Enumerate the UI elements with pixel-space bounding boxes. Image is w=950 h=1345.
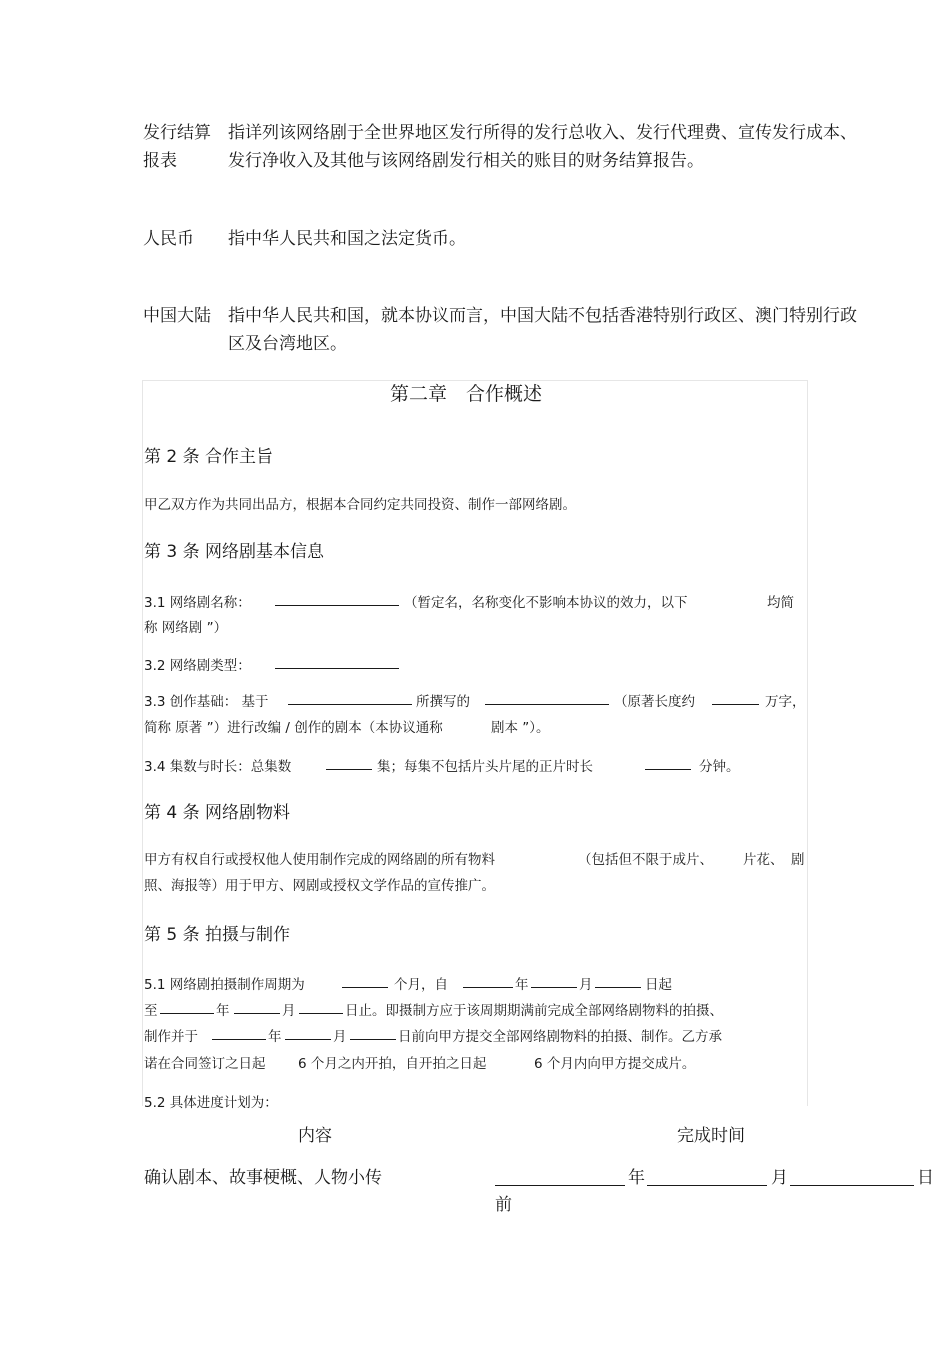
schedule-time-unit: 年 xyxy=(628,1168,645,1188)
chapter-frame xyxy=(142,380,808,1106)
clause-text: 月 xyxy=(282,1003,296,1019)
article-text: （包括但不限于成片、 xyxy=(578,852,713,868)
clause-text: 年 xyxy=(216,1003,230,1019)
clause-text: 集；每集不包括片头片尾的正片时长 xyxy=(377,759,593,775)
clause-text: 年 xyxy=(515,977,529,993)
fill-blank xyxy=(645,755,691,770)
fill-blank xyxy=(790,1168,914,1186)
clause-text: 6 个月之内开拍，自开拍之日起 xyxy=(298,1056,487,1072)
fill-blank xyxy=(647,1168,767,1186)
fill-blank xyxy=(288,690,412,705)
article-heading: 第 2 条 合作主旨 xyxy=(144,447,274,467)
definition-text: 指详列该网络剧于全世界地区发行所得的发行总收入、发行代理费、宣传发行成本、 xyxy=(228,123,857,143)
article-text: 甲方有权自行或授权他人使用制作完成的网络剧的所有物料 xyxy=(144,852,495,868)
definition-text: 区及台湾地区。 xyxy=(228,334,347,354)
clause-text: 万字， xyxy=(765,694,806,710)
definition-text: 发行净收入及其他与该网络剧发行相关的账目的财务结算报告。 xyxy=(228,151,704,171)
article-heading: 第 4 条 网络剧物料 xyxy=(144,803,291,823)
clause-text: 年 xyxy=(268,1029,282,1045)
fill-blank xyxy=(234,999,280,1014)
definition-text: 指中华人民共和国，就本协议而言，中国大陆不包括香港特别行政区、澳门特别行政 xyxy=(228,306,857,326)
article-text: 甲乙双方作为共同出品方，根据本合同约定共同投资、制作一部网络剧。 xyxy=(144,497,576,513)
definition-text: 指中华人民共和国之法定货币。 xyxy=(228,229,466,249)
clause-text: 制作并于 xyxy=(144,1029,198,1045)
article-text: 片花、 xyxy=(743,852,784,868)
schedule-time-unit: 月 xyxy=(771,1168,788,1188)
clause-label: 3.2 网络剧类型： xyxy=(144,658,251,674)
schedule-content: 确认剧本、故事梗概、人物小传 xyxy=(144,1168,382,1188)
clause-text: 诺在合同签订之日起 xyxy=(144,1056,266,1072)
fill-blank xyxy=(463,973,513,988)
schedule-column-header: 完成时间 xyxy=(677,1126,745,1146)
clause-label: 5.2 具体进度计划为： xyxy=(144,1095,278,1111)
fill-blank xyxy=(275,654,399,669)
article-heading: 第 3 条 网络剧基本信息 xyxy=(144,542,325,562)
clause-label: 3.4 集数与时长：总集数 xyxy=(144,759,292,775)
clause-text: 至 xyxy=(144,1003,158,1019)
clause-label: 5.1 网络剧拍摄制作周期为 xyxy=(144,977,305,993)
fill-blank xyxy=(595,973,641,988)
schedule-column-header: 内容 xyxy=(298,1126,332,1146)
fill-blank xyxy=(212,1025,266,1040)
clause-label: 3.3 创作基础： 基于 xyxy=(144,694,269,710)
clause-text: 简称 原著 ”）进行改编 / 创作的剧本（本协议通称 xyxy=(144,720,443,736)
fill-blank xyxy=(342,973,388,988)
definition-term: 中国大陆 xyxy=(143,306,211,326)
definition-term: 人民币 xyxy=(143,229,194,249)
clause-text: 个月，自 xyxy=(394,977,448,993)
fill-blank xyxy=(275,591,399,606)
fill-blank xyxy=(485,690,609,705)
article-text: 照、海报等）用于甲方、网剧或授权文学作品的宣传推广。 xyxy=(144,878,495,894)
fill-blank xyxy=(160,999,214,1014)
fill-blank xyxy=(326,755,372,770)
clause-text: 6 个月内向甲方提交成片。 xyxy=(534,1056,696,1072)
article-heading: 第 5 条 拍摄与制作 xyxy=(144,925,291,945)
clause-text: 月 xyxy=(579,977,593,993)
article-text: 剧 xyxy=(791,852,805,868)
fill-blank xyxy=(712,690,759,705)
clause-text: （暂定名，名称变化不影响本协议的效力，以下 xyxy=(404,595,688,611)
chapter-title: 第二章 合作概述 xyxy=(390,383,543,405)
definition-term: 发行结算 xyxy=(143,123,211,143)
clause-text: 日前向甲方提交全部网络剧物料的拍摄、制作。乙方承 xyxy=(398,1029,722,1045)
clause-text: 分钟。 xyxy=(699,759,740,775)
clause-label: 3.1 网络剧名称： xyxy=(144,595,251,611)
schedule-time-unit: 前 xyxy=(495,1195,512,1215)
clause-text: 日起 xyxy=(645,977,672,993)
clause-text: 日止。即摄制方应于该周期期满前完成全部网络剧物料的拍摄、 xyxy=(345,1003,723,1019)
fill-blank xyxy=(285,1025,331,1040)
fill-blank xyxy=(350,1025,396,1040)
schedule-time-unit: 日 xyxy=(917,1168,934,1188)
clause-text: 剧本 ”）。 xyxy=(491,720,550,736)
clause-text: 所撰写的 xyxy=(416,694,470,710)
fill-blank xyxy=(495,1168,625,1186)
fill-blank xyxy=(299,999,343,1014)
clause-text: （原著长度约 xyxy=(614,694,695,710)
clause-text: 称 网络剧 ”） xyxy=(144,620,228,636)
fill-blank xyxy=(531,973,577,988)
definition-term: 报表 xyxy=(143,151,177,171)
clause-text: 均简 xyxy=(767,595,794,611)
clause-text: 月 xyxy=(333,1029,347,1045)
